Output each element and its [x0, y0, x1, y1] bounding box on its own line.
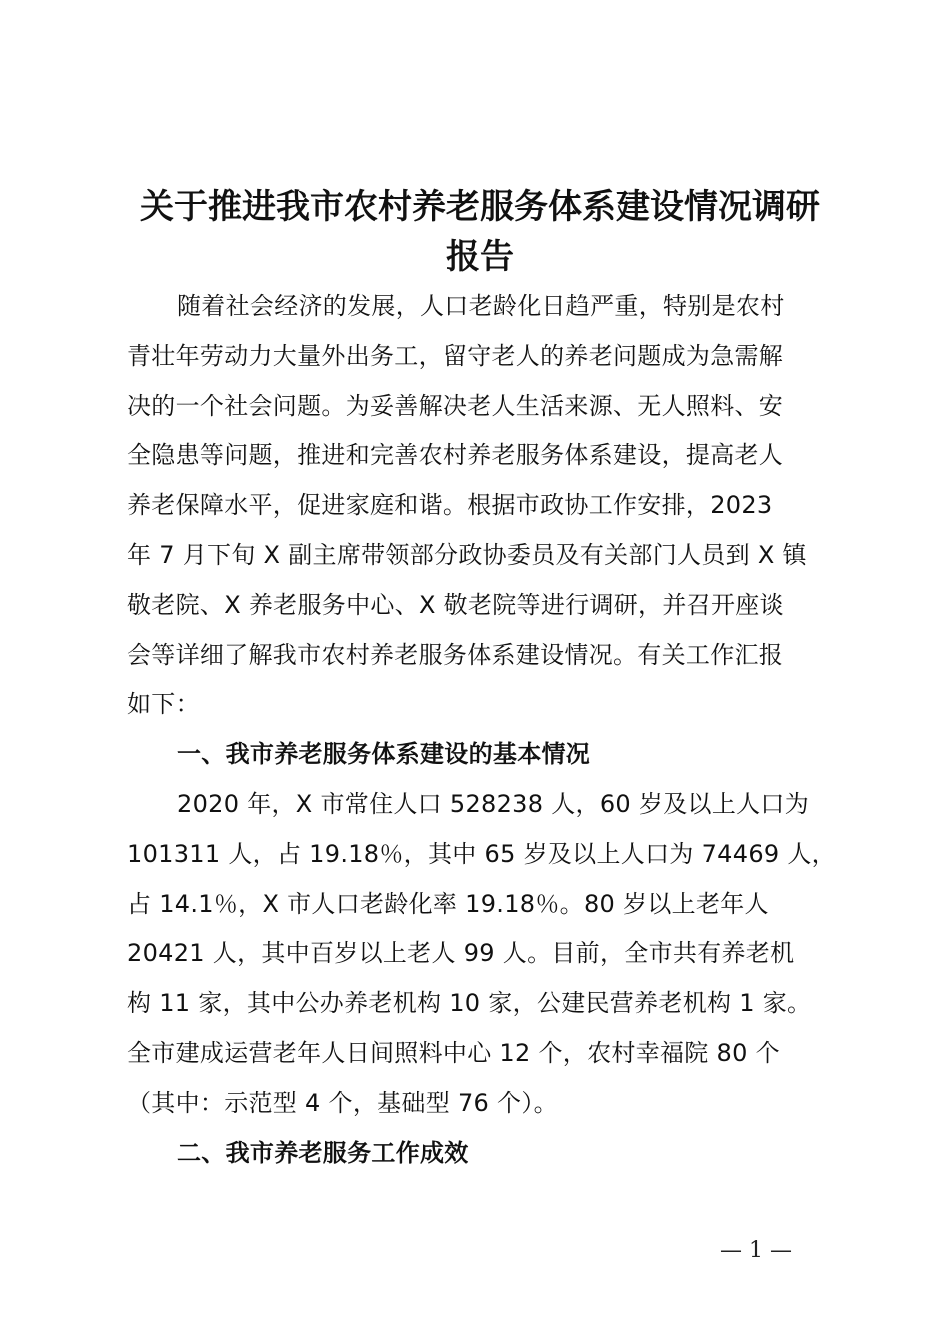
text-line: 构 11 家，其中公办养老机构 10 家，公建民营养老机构 1 家。 [127, 989, 812, 1018]
intro-paragraph [127, 282, 862, 730]
text-line: 占 14.1％，X 市人口老龄化率 19.18％。80 岁以上老年人 [127, 889, 769, 918]
text-line: 年 7 月下旬 X 副主席带领部分政协委员及有关部门人员到 X 镇 [127, 540, 807, 569]
text-line: 决的一个社会问题。为妥善解决老人生活来源、无人照料、安 [127, 391, 784, 420]
text-line: 如下： [127, 690, 200, 719]
text-line: 养老保障水平，促进家庭和谐。根据市政协工作安排，2023 [127, 491, 773, 520]
title-line: 报告 [446, 237, 514, 277]
text-line: 20421 人，其中百岁以上老人 99 人。目前，全市共有养老机 [127, 939, 795, 968]
text-line: 全市建成运营老年人日间照料中心 12 个，农村幸福院 80 个 [127, 1038, 780, 1067]
text-line: （其中：示范型 4 个，基础型 76 个）。 [127, 1088, 558, 1117]
section-heading-2: 二、我市养老服务工作成效 [177, 1138, 469, 1167]
section1-paragraph [127, 780, 862, 1129]
section-heading-1: 一、我市养老服务体系建设的基本情况 [177, 740, 591, 769]
text-line: 随着社会经济的发展，人口老龄化日趋严重，特别是农村 [177, 292, 785, 320]
document-title [100, 182, 860, 282]
document-body [127, 282, 862, 1178]
page-number: — 1 — [720, 1238, 792, 1263]
text-line: 青壮年劳动力大量外出务工，留守老人的养老问题成为急需解 [127, 341, 784, 370]
text-line: 敬老院、X 养老服务中心、X 敬老院等进行调研，并召开座谈 [127, 590, 784, 619]
text-line: 101311 人，占 19.18％，其中 65 岁及以上人口为 74469 人， [127, 839, 836, 868]
text-line: 会等详细了解我市农村养老服务体系建设情况。有关工作汇报 [127, 640, 784, 669]
text-line: 全隐患等问题，推进和完善农村养老服务体系建设，提高老人 [127, 441, 784, 470]
title-line: 关于推进我市农村养老服务体系建设情况调研 [140, 187, 820, 227]
text-line: 2020 年，X 市常住人口 528238 人，60 岁及以上人口为 [177, 789, 810, 818]
